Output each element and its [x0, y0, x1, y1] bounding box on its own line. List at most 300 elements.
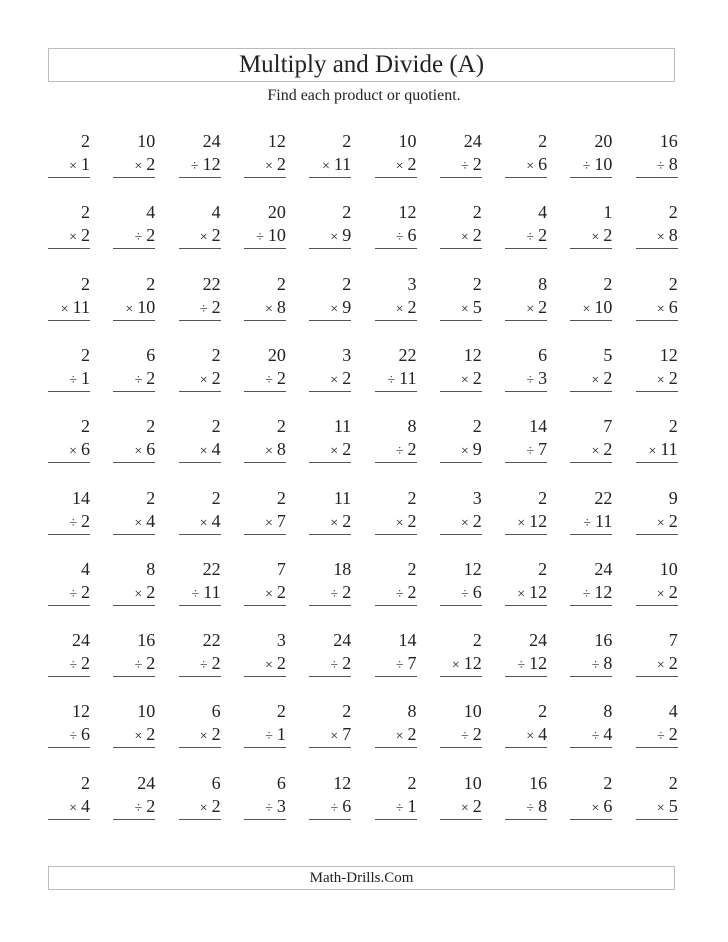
problem	[179, 487, 221, 537]
answer-line	[48, 320, 90, 321]
operand-bottom: 11	[399, 367, 417, 388]
operand-bottom: 10	[594, 296, 613, 317]
answer-line	[179, 534, 221, 535]
operand-top: 10	[137, 701, 156, 722]
operator-symbol: ×	[60, 301, 69, 317]
operator-symbol: ×	[395, 729, 404, 745]
operand-bottom-row	[526, 224, 547, 249]
answer-line	[505, 534, 547, 535]
operator-symbol: ÷	[265, 729, 273, 745]
problem	[309, 629, 351, 679]
answer-line	[309, 534, 351, 535]
operand-bottom: 2	[342, 367, 352, 388]
operand-bottom-row	[526, 296, 547, 321]
operator-symbol: ÷	[199, 658, 208, 674]
operand-bottom: 1	[81, 154, 90, 174]
operand-bottom-row	[135, 652, 156, 677]
answer-line	[48, 248, 90, 249]
operator-symbol: ×	[517, 586, 526, 602]
operator-symbol: ×	[395, 159, 404, 174]
problem	[113, 772, 155, 822]
answer-line	[113, 676, 155, 677]
answer-line	[375, 676, 417, 677]
operand-bottom-row	[526, 723, 547, 748]
answer-line	[244, 177, 286, 178]
answer-line	[570, 534, 612, 535]
operator-symbol: ×	[591, 444, 600, 460]
operand-bottom: 2	[146, 795, 156, 816]
operand-bottom-row	[69, 652, 90, 677]
operand-top: 2	[538, 131, 548, 151]
answer-line	[48, 819, 90, 820]
answer-line	[244, 462, 286, 463]
problem	[375, 130, 417, 180]
operator-symbol: ×	[526, 159, 535, 174]
problem	[113, 558, 155, 608]
operand-bottom-row	[657, 153, 678, 178]
answer-line	[636, 320, 678, 321]
operand-bottom-row	[583, 581, 613, 606]
operand-top: 24	[333, 630, 352, 651]
operand-bottom-row	[200, 723, 221, 748]
operator-symbol: ÷	[69, 586, 77, 602]
operand-top: 2	[276, 701, 286, 722]
problem	[440, 201, 482, 251]
operand-top: 3	[276, 630, 286, 651]
operator-symbol: ×	[526, 729, 535, 745]
problem	[375, 415, 417, 465]
operator-symbol: ÷	[582, 159, 591, 174]
operand-top: 2	[472, 416, 482, 437]
problem	[179, 558, 221, 608]
operand-bottom: 11	[333, 154, 352, 174]
operand-top: 4	[538, 202, 548, 223]
operand-top: 4	[211, 202, 221, 223]
operator-symbol: ×	[656, 230, 665, 246]
operand-bottom: 9	[472, 439, 482, 460]
operand-top: 22	[594, 487, 613, 508]
operand-top: 2	[81, 273, 90, 294]
operator-symbol: ×	[591, 800, 600, 816]
operand-top: 2	[276, 487, 286, 508]
operand-top: 16	[594, 630, 613, 651]
operand-bottom-row	[265, 581, 286, 606]
operator-symbol: ÷	[330, 586, 339, 602]
operand-top: 6	[538, 344, 548, 365]
operand-bottom-row	[331, 581, 352, 606]
operator-symbol: ÷	[657, 729, 665, 745]
operand-bottom-row	[265, 438, 286, 463]
footer-brand: Math-Drills.Com	[48, 866, 675, 890]
problem	[179, 629, 221, 679]
answer-line	[113, 819, 155, 820]
operand-top: 2	[276, 416, 286, 437]
operator-symbol: ÷	[582, 586, 591, 602]
operand-bottom-row	[517, 510, 547, 535]
operand-bottom-row	[526, 153, 547, 178]
answer-line	[570, 819, 612, 820]
operand-bottom-row	[396, 224, 417, 249]
operand-bottom: 8	[603, 653, 613, 674]
operand-bottom: 2	[472, 154, 482, 174]
problem	[179, 772, 221, 822]
operator-symbol: ÷	[69, 515, 77, 531]
operand-bottom: 6	[146, 439, 156, 460]
operator-symbol: ×	[460, 301, 469, 317]
operand-top: 8	[407, 416, 417, 437]
answer-line	[113, 391, 155, 392]
answer-line	[113, 605, 155, 606]
problem	[113, 201, 155, 251]
operand-top: 2	[81, 416, 90, 437]
operand-bottom-row	[265, 510, 286, 535]
operator-symbol: ×	[264, 159, 273, 174]
problem	[48, 558, 90, 608]
problem	[179, 344, 221, 394]
problem	[570, 201, 612, 251]
operand-bottom: 8	[276, 439, 286, 460]
operand-bottom: 2	[603, 225, 613, 246]
operand-bottom-row	[256, 224, 286, 249]
operand-bottom: 10	[594, 154, 613, 174]
operand-bottom-row	[461, 581, 482, 606]
operand-bottom: 5	[668, 795, 678, 816]
operand-top: 16	[529, 772, 548, 793]
problem	[309, 130, 351, 180]
answer-line	[179, 747, 221, 748]
operand-top: 12	[398, 202, 417, 223]
answer-line	[113, 462, 155, 463]
operand-bottom: 2	[603, 439, 613, 460]
operand-bottom-row	[134, 510, 155, 535]
operand-bottom: 2	[146, 724, 156, 745]
operand-bottom-row	[648, 438, 677, 463]
operand-bottom: 9	[342, 225, 352, 246]
operand-bottom: 2	[668, 510, 678, 531]
answer-line	[48, 676, 90, 677]
operand-top: 10	[463, 701, 482, 722]
operand-top: 22	[398, 344, 417, 365]
answer-line	[244, 534, 286, 535]
operand-top: 2	[472, 630, 482, 651]
operand-bottom: 2	[472, 510, 482, 531]
operand-bottom-row	[331, 795, 352, 820]
operand-top: 8	[603, 701, 613, 722]
operator-symbol: ×	[199, 729, 208, 745]
operand-top: 12	[333, 772, 352, 793]
operator-symbol: ÷	[69, 658, 77, 674]
problem	[244, 201, 286, 251]
operand-top: 3	[342, 344, 352, 365]
answer-line	[570, 248, 612, 249]
operator-symbol: ×	[264, 658, 273, 674]
operand-bottom: 6	[668, 296, 678, 317]
problem	[505, 487, 547, 537]
operator-symbol: ×	[264, 586, 273, 602]
problem	[48, 629, 90, 679]
operand-top: 2	[407, 487, 417, 508]
operand-top: 2	[81, 344, 90, 365]
problem	[244, 344, 286, 394]
answer-line	[309, 248, 351, 249]
answer-line	[505, 605, 547, 606]
operand-top: 10	[137, 131, 156, 151]
operator-symbol: ×	[451, 658, 460, 674]
answer-line	[309, 747, 351, 748]
problem	[179, 700, 221, 750]
operand-top: 2	[81, 772, 90, 793]
problem	[375, 700, 417, 750]
operand-top: 2	[146, 273, 156, 294]
operator-symbol: ÷	[190, 159, 199, 174]
answer-line	[375, 248, 417, 249]
answer-line	[570, 320, 612, 321]
operand-top: 5	[603, 344, 613, 365]
answer-line	[179, 177, 221, 178]
problem	[309, 201, 351, 251]
operand-bottom: 10	[267, 225, 286, 246]
operator-symbol: ÷	[265, 800, 273, 816]
operator-symbol: ÷	[461, 729, 469, 745]
answer-line	[570, 462, 612, 463]
operator-symbol: ×	[460, 230, 469, 246]
problem	[570, 629, 612, 679]
problem	[440, 700, 482, 750]
operand-bottom: 2	[407, 510, 417, 531]
operand-bottom: 2	[276, 581, 286, 602]
operand-top: 2	[146, 416, 156, 437]
problem	[244, 700, 286, 750]
operand-bottom: 2	[146, 653, 156, 674]
operand-bottom-row	[396, 652, 417, 677]
operand-top: 10	[398, 131, 417, 151]
problem	[113, 273, 155, 323]
answer-line	[375, 177, 417, 178]
operator-symbol: ×	[330, 372, 339, 388]
operand-bottom: 2	[472, 225, 482, 246]
operator-symbol: ×	[199, 515, 208, 531]
problem	[505, 130, 547, 180]
operand-bottom: 12	[463, 653, 482, 674]
answer-line	[440, 747, 482, 748]
operand-top: 20	[594, 131, 613, 151]
operand-bottom-row	[125, 296, 155, 321]
operator-symbol: ×	[69, 800, 77, 816]
operand-bottom: 6	[81, 439, 90, 460]
problem	[570, 558, 612, 608]
operand-top: 20	[267, 202, 286, 223]
operand-bottom: 2	[472, 795, 482, 816]
problem	[505, 772, 547, 822]
operator-symbol: ÷	[461, 586, 469, 602]
operand-bottom: 7	[407, 653, 417, 674]
operand-bottom-row	[330, 296, 351, 321]
problem	[244, 273, 286, 323]
problem	[309, 273, 351, 323]
operator-symbol: ×	[199, 230, 208, 246]
operand-top: 2	[342, 701, 352, 722]
operator-symbol: ×	[134, 586, 143, 602]
operator-symbol: ×	[264, 444, 273, 460]
operand-top: 12	[267, 131, 286, 151]
operand-bottom: 2	[211, 724, 221, 745]
operator-symbol: ÷	[199, 301, 208, 317]
answer-line	[440, 605, 482, 606]
operand-bottom-row	[461, 296, 482, 321]
problem	[636, 130, 678, 180]
operand-bottom: 2	[603, 367, 613, 388]
operand-top: 24	[463, 131, 482, 151]
operand-bottom: 4	[81, 795, 90, 816]
operand-bottom-row	[265, 367, 286, 392]
operator-symbol: ×	[395, 515, 404, 531]
operator-symbol: ×	[656, 586, 665, 602]
operator-symbol: ÷	[583, 515, 592, 531]
operand-bottom-row	[135, 367, 156, 392]
problem	[309, 772, 351, 822]
problem	[244, 130, 286, 180]
operator-symbol: ×	[330, 515, 339, 531]
operand-bottom: 8	[538, 795, 548, 816]
operand-bottom-row	[61, 296, 90, 321]
operator-symbol: ×	[526, 301, 535, 317]
answer-line	[440, 248, 482, 249]
operand-bottom: 4	[538, 724, 548, 745]
problem	[48, 487, 90, 537]
operand-top: 12	[463, 344, 482, 365]
answer-line	[636, 676, 678, 677]
answer-line	[244, 320, 286, 321]
operand-top: 2	[472, 273, 482, 294]
answer-line	[48, 462, 90, 463]
answer-line	[570, 747, 612, 748]
operand-bottom: 4	[146, 510, 156, 531]
operand-bottom-row	[396, 581, 417, 606]
problem	[440, 487, 482, 537]
operand-top: 11	[333, 416, 352, 437]
operand-bottom-row	[452, 652, 482, 677]
operand-bottom: 2	[276, 367, 286, 388]
operand-top: 12	[659, 344, 678, 365]
operand-top: 4	[81, 558, 90, 579]
problem	[636, 772, 678, 822]
operand-bottom-row	[69, 224, 90, 249]
operand-top: 18	[333, 558, 352, 579]
problem	[505, 273, 547, 323]
operand-bottom-row	[517, 581, 547, 606]
operator-symbol: ×	[134, 729, 143, 745]
operand-bottom-row	[592, 652, 613, 677]
operand-top: 2	[538, 487, 548, 508]
operand-bottom-row	[265, 296, 286, 321]
operand-top: 2	[342, 273, 352, 294]
operator-symbol: ×	[656, 515, 665, 531]
operand-top: 24	[72, 630, 90, 651]
problem	[570, 130, 612, 180]
operand-bottom: 11	[203, 581, 221, 602]
problem	[570, 273, 612, 323]
answer-line	[179, 676, 221, 677]
answer-line	[636, 534, 678, 535]
answer-line	[179, 391, 221, 392]
problem	[244, 629, 286, 679]
operand-bottom: 2	[276, 154, 286, 174]
operator-symbol: ×	[199, 800, 208, 816]
operator-symbol: ÷	[395, 444, 404, 460]
operand-bottom: 12	[529, 581, 548, 602]
answer-line	[244, 747, 286, 748]
answer-line	[309, 320, 351, 321]
operand-bottom: 2	[211, 653, 221, 674]
operand-top: 2	[603, 772, 613, 793]
operand-bottom: 10	[137, 296, 156, 317]
operator-symbol: ×	[648, 444, 657, 460]
answer-line	[179, 320, 221, 321]
operand-bottom-row	[583, 510, 612, 535]
instructions: Find each product or quotient.	[267, 87, 461, 104]
operand-bottom: 6	[342, 795, 352, 816]
operand-bottom-row	[134, 723, 155, 748]
operand-bottom: 2	[146, 367, 156, 388]
operator-symbol: ×	[656, 372, 665, 388]
operand-bottom: 4	[603, 724, 613, 745]
operand-bottom: 2	[81, 581, 90, 602]
operand-bottom: 7	[276, 510, 286, 531]
operand-bottom: 2	[342, 581, 352, 602]
operand-bottom: 1	[81, 367, 90, 388]
operand-bottom-row	[526, 438, 547, 463]
answer-line	[48, 534, 90, 535]
operand-bottom-row	[200, 367, 221, 392]
operator-symbol: ×	[591, 372, 600, 388]
problem	[48, 201, 90, 251]
operand-top: 2	[342, 131, 352, 151]
answer-line	[636, 747, 678, 748]
problem	[48, 700, 90, 750]
operand-bottom: 2	[472, 367, 482, 388]
operator-symbol: ÷	[395, 230, 404, 246]
answer-line	[505, 320, 547, 321]
answer-line	[48, 605, 90, 606]
operator-symbol: ×	[460, 515, 469, 531]
answer-line	[113, 177, 155, 178]
answer-line	[440, 320, 482, 321]
operand-bottom: 2	[81, 653, 90, 674]
answer-line	[244, 248, 286, 249]
operand-bottom-row	[322, 153, 351, 178]
operand-bottom-row	[396, 723, 417, 748]
operand-top: 4	[668, 701, 678, 722]
operator-symbol: ÷	[387, 372, 396, 388]
operator-symbol: ×	[460, 372, 469, 388]
operand-bottom-row	[657, 510, 678, 535]
operand-top: 7	[603, 416, 613, 437]
operand-bottom: 8	[668, 154, 678, 174]
operator-symbol: ×	[199, 372, 208, 388]
operand-bottom-row	[591, 224, 612, 249]
operand-bottom: 2	[472, 724, 482, 745]
problem	[505, 201, 547, 251]
answer-line	[113, 248, 155, 249]
problem	[48, 415, 90, 465]
operand-bottom-row	[330, 510, 351, 535]
operand-bottom: 2	[342, 439, 352, 460]
operator-symbol: ÷	[526, 800, 535, 816]
problem	[244, 558, 286, 608]
operand-bottom-row	[461, 723, 482, 748]
operand-top: 3	[407, 273, 417, 294]
operand-top: 7	[668, 630, 678, 651]
